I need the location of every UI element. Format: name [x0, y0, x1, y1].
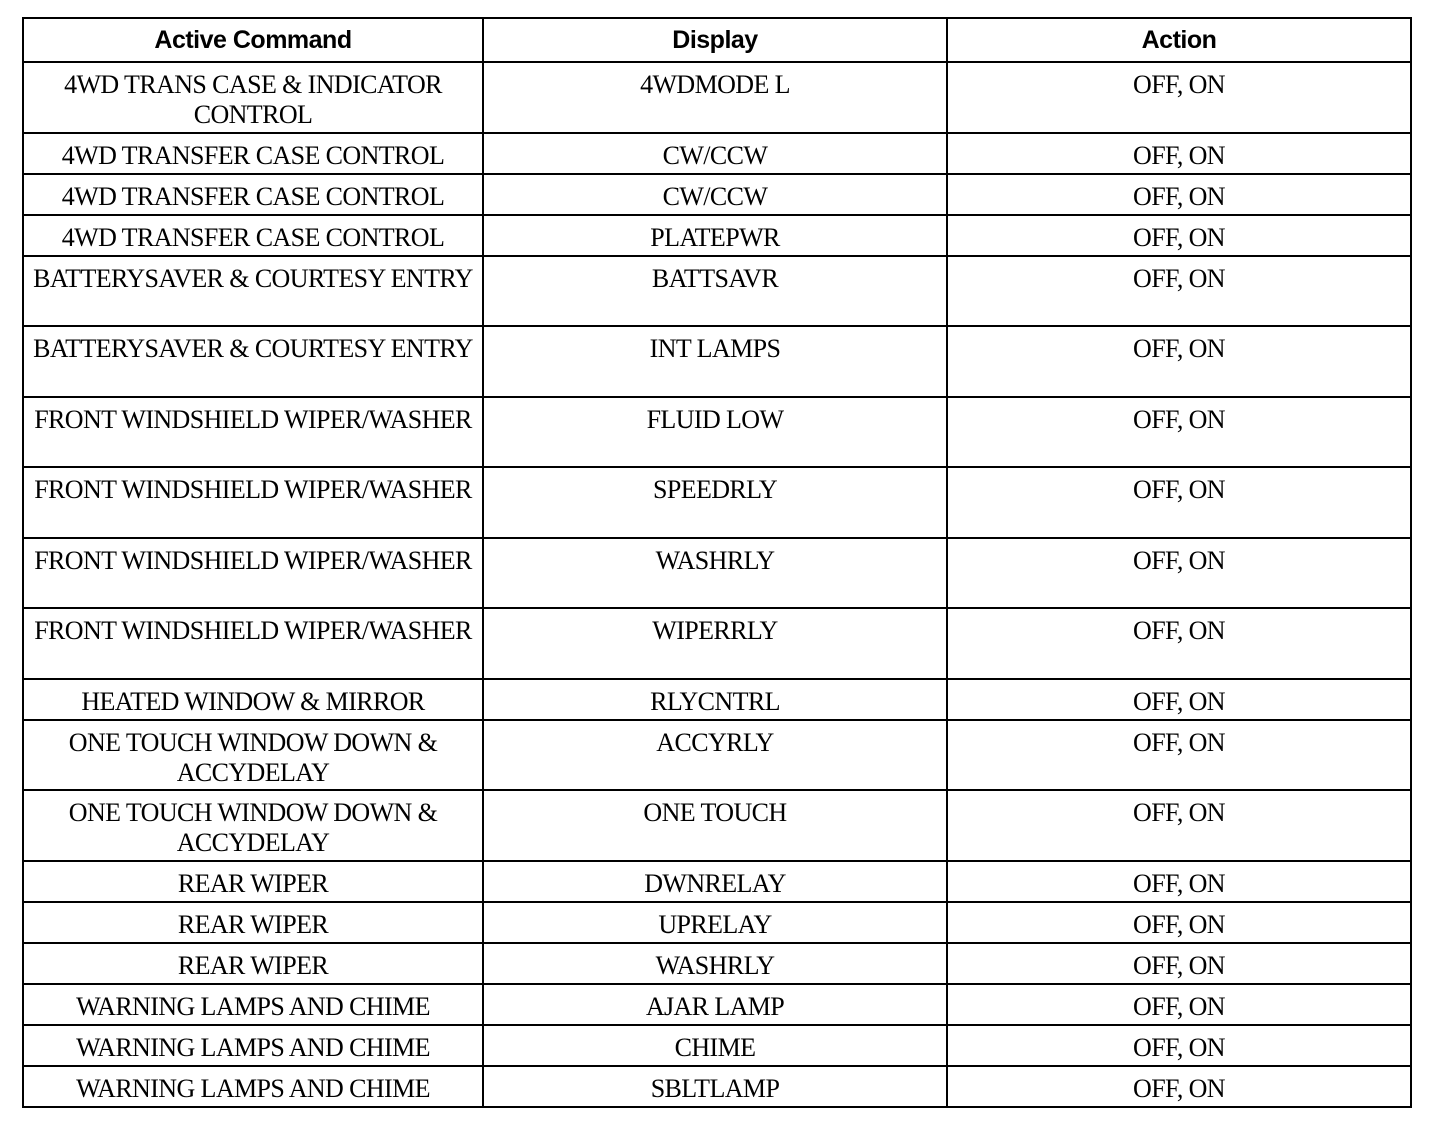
cell-display: [483, 943, 947, 984]
cell-action: [947, 1025, 1411, 1066]
cell-display-text: CW/CCW: [662, 181, 768, 211]
cell-active-command-text: ONE TOUCH WINDOW DOWN & ACCYDELAY: [68, 798, 438, 857]
cell-display-text: WASHRLY: [655, 950, 775, 980]
table-row: [23, 608, 1411, 679]
cell-active-command-text: 4WD TRANSFER CASE CONTROL: [61, 181, 445, 211]
cell-active-command: [23, 174, 483, 215]
cell-action-text: OFF, ON: [1133, 909, 1225, 939]
cell-display-text: DWNRELAY: [644, 868, 786, 898]
cell-action: [947, 256, 1411, 327]
cell-action-text: OFF, ON: [1133, 686, 1225, 716]
cell-action: [947, 62, 1411, 133]
cell-active-command-text: HEATED WINDOW & MIRROR: [81, 686, 425, 716]
cell-active-command: [23, 790, 483, 861]
cell-action-text: OFF, ON: [1133, 140, 1225, 170]
cell-display: [483, 467, 947, 538]
cell-active-command-text: REAR WIPER: [177, 950, 329, 980]
table-row: [23, 133, 1411, 174]
table-body: [23, 62, 1411, 1107]
cell-display: [483, 902, 947, 943]
cell-action-text: OFF, ON: [1133, 334, 1225, 363]
cell-active-command-text: REAR WIPER: [177, 868, 329, 898]
cell-active-command-text: FRONT WINDSHIELD WIPER/WASHER: [34, 475, 472, 504]
active-command-table: [22, 17, 1412, 1108]
header-action: Action: [947, 18, 1411, 62]
table-row: [23, 467, 1411, 538]
cell-action: [947, 861, 1411, 902]
cell-display-text: SPEEDRLY: [652, 475, 778, 504]
cell-active-command: [23, 720, 483, 791]
table-row: [23, 1025, 1411, 1066]
cell-display-text: INT LAMPS: [649, 334, 781, 363]
cell-action-text: OFF, ON: [1133, 727, 1225, 757]
table-row: [23, 984, 1411, 1025]
cell-active-command-text: WARNING LAMPS AND CHIME: [76, 991, 430, 1021]
cell-action-text: OFF, ON: [1133, 222, 1225, 252]
cell-active-command-text: FRONT WINDSHIELD WIPER/WASHER: [34, 616, 472, 645]
cell-display-text: ONE TOUCH: [643, 798, 787, 827]
table-row: [23, 62, 1411, 133]
cell-display-text: CW/CCW: [662, 140, 768, 170]
cell-active-command: [23, 608, 483, 679]
cell-action-text: OFF, ON: [1133, 1073, 1225, 1103]
cell-display-text: ACCYRLY: [656, 727, 774, 757]
cell-active-command-text: FRONT WINDSHIELD WIPER/WASHER: [34, 404, 472, 434]
cell-action: [947, 133, 1411, 174]
cell-action: [947, 1066, 1411, 1107]
cell-action-text: OFF, ON: [1133, 545, 1225, 575]
cell-display: [483, 133, 947, 174]
cell-action-text: OFF, ON: [1133, 70, 1225, 99]
cell-display-text: 4WDMODE L: [640, 70, 790, 99]
table-header-row: [23, 18, 1411, 62]
cell-display: [483, 984, 947, 1025]
cell-active-command: [23, 1066, 483, 1107]
table-row: [23, 1066, 1411, 1107]
cell-display: [483, 861, 947, 902]
cell-action-text: OFF, ON: [1133, 1032, 1225, 1062]
cell-action: [947, 984, 1411, 1025]
cell-active-command-text: 4WD TRANSFER CASE CONTROL: [61, 222, 445, 252]
cell-active-command-text: FRONT WINDSHIELD WIPER/WASHER: [34, 545, 472, 575]
cell-display: [483, 538, 947, 609]
cell-active-command: [23, 538, 483, 609]
cell-display-text: PLATEPWR: [650, 222, 780, 252]
cell-active-command-text: WARNING LAMPS AND CHIME: [76, 1073, 430, 1103]
cell-display: [483, 215, 947, 256]
table-row: [23, 326, 1411, 397]
cell-display: [483, 720, 947, 791]
cell-display-text: UPRELAY: [658, 909, 772, 939]
cell-display: [483, 1025, 947, 1066]
table-row: [23, 861, 1411, 902]
cell-action-text: OFF, ON: [1133, 475, 1225, 504]
cell-active-command: [23, 397, 483, 468]
cell-action-text: OFF, ON: [1133, 616, 1225, 645]
cell-action: [947, 943, 1411, 984]
cell-display-text: SBLTLAMP: [650, 1073, 780, 1103]
cell-active-command: [23, 943, 483, 984]
table-row: [23, 256, 1411, 327]
cell-display: [483, 679, 947, 720]
cell-display: [483, 174, 947, 215]
cell-active-command-text: 4WD TRANSFER CASE CONTROL: [61, 140, 445, 170]
cell-action-text: OFF, ON: [1133, 950, 1225, 980]
cell-display: [483, 397, 947, 468]
cell-display-text: WASHRLY: [655, 545, 775, 575]
cell-active-command-text: ONE TOUCH WINDOW DOWN & ACCYDELAY: [68, 727, 438, 787]
cell-action-text: OFF, ON: [1133, 404, 1225, 434]
cell-display-text: WIPERRLY: [652, 616, 778, 645]
active-command-table-container: [22, 17, 1410, 1108]
cell-action: [947, 679, 1411, 720]
cell-display: [483, 790, 947, 861]
cell-display-text: FLUID LOW: [646, 404, 784, 434]
cell-active-command: [23, 256, 483, 327]
cell-active-command: [23, 326, 483, 397]
cell-active-command: [23, 861, 483, 902]
cell-display: [483, 1066, 947, 1107]
table-row: [23, 215, 1411, 256]
cell-display-text: CHIME: [674, 1032, 756, 1062]
cell-active-command: [23, 1025, 483, 1066]
cell-action-text: OFF, ON: [1133, 181, 1225, 211]
cell-active-command: [23, 902, 483, 943]
header-display: Display: [483, 18, 947, 62]
cell-active-command-text: 4WD TRANS CASE & INDICATOR CONTROL: [64, 70, 442, 129]
cell-active-command: [23, 679, 483, 720]
table-row: [23, 943, 1411, 984]
cell-display: [483, 256, 947, 327]
cell-display: [483, 62, 947, 133]
cell-display-text: RLYCNTRL: [650, 686, 780, 716]
cell-active-command-text: REAR WIPER: [177, 909, 329, 939]
cell-action: [947, 720, 1411, 791]
table-row: [23, 397, 1411, 468]
cell-action: [947, 790, 1411, 861]
cell-active-command: [23, 467, 483, 538]
cell-action: [947, 174, 1411, 215]
cell-active-command: [23, 984, 483, 1025]
header-active-command: Active Command: [23, 18, 483, 62]
table-row: [23, 538, 1411, 609]
cell-action: [947, 215, 1411, 256]
cell-active-command-text: BATTERYSAVER & COURTESY ENTRY: [33, 334, 473, 363]
cell-action-text: OFF, ON: [1133, 868, 1225, 898]
table-row: [23, 720, 1411, 791]
cell-display-text: AJAR LAMP: [645, 991, 785, 1021]
cell-display: [483, 608, 947, 679]
cell-action: [947, 326, 1411, 397]
cell-active-command: [23, 133, 483, 174]
cell-action: [947, 902, 1411, 943]
table-row: [23, 679, 1411, 720]
cell-action: [947, 538, 1411, 609]
table-row: [23, 902, 1411, 943]
cell-action: [947, 467, 1411, 538]
cell-action: [947, 397, 1411, 468]
cell-action-text: OFF, ON: [1133, 263, 1225, 293]
cell-active-command-text: WARNING LAMPS AND CHIME: [76, 1032, 430, 1062]
cell-display-text: BATTSAVR: [651, 263, 779, 293]
cell-action-text: OFF, ON: [1133, 798, 1225, 827]
table-row: [23, 790, 1411, 861]
cell-active-command: [23, 62, 483, 133]
cell-action-text: OFF, ON: [1133, 991, 1225, 1021]
cell-active-command-text: BATTERYSAVER & COURTESY ENTRY: [33, 263, 473, 293]
cell-action: [947, 608, 1411, 679]
cell-display: [483, 326, 947, 397]
table-row: [23, 174, 1411, 215]
cell-active-command: [23, 215, 483, 256]
